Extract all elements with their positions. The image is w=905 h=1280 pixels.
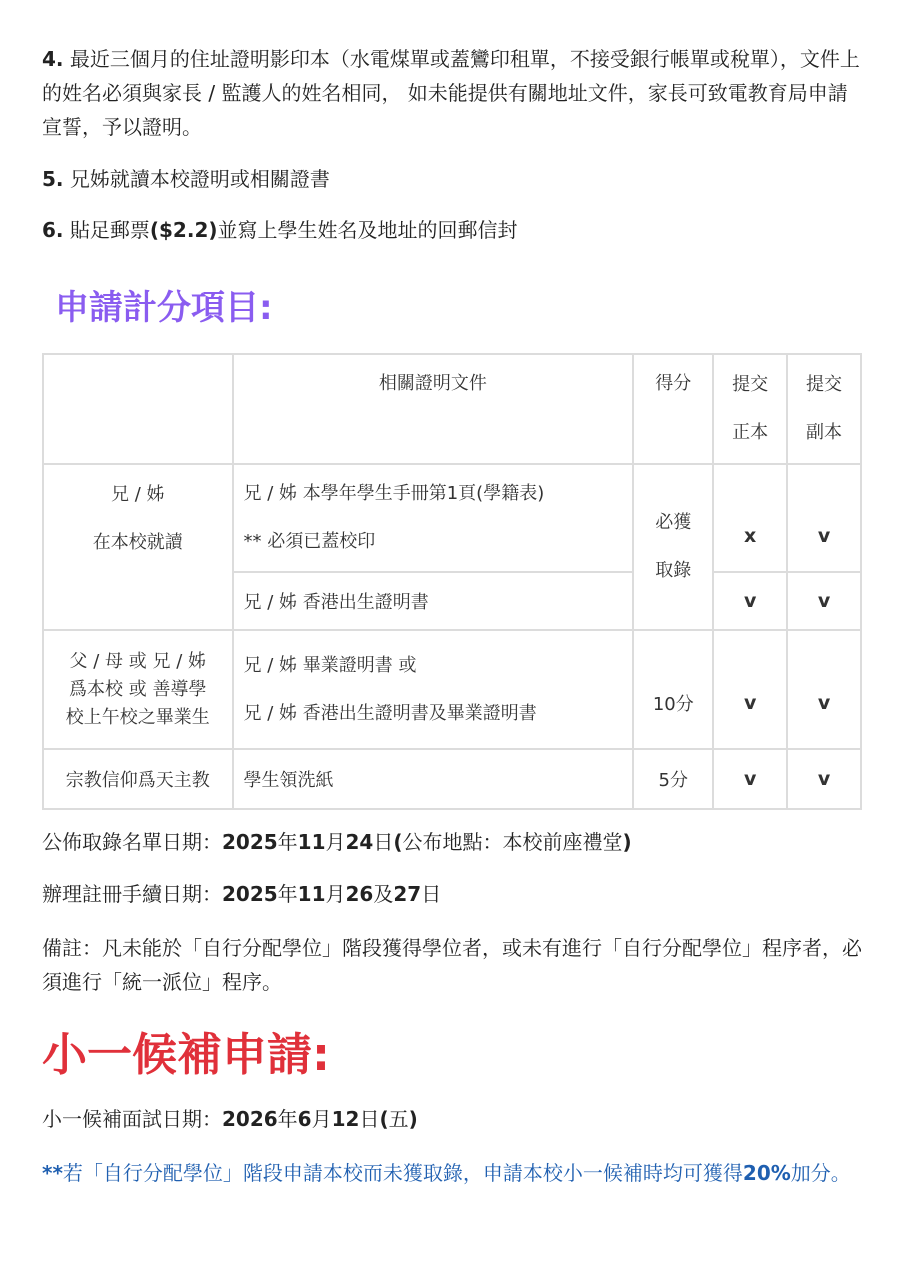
scoring-heading: 申請計分項目:: [55, 288, 273, 328]
date-month: 6: [297, 1107, 312, 1131]
waitlist-heading: 小一候補申請:: [42, 1028, 330, 1081]
header-score: 得分: [633, 354, 713, 464]
header-original: [713, 354, 787, 464]
requirement-text: 兄姊就讀本校證明或相關證書: [69, 167, 330, 191]
category-line: 校上午校之畢業生: [65, 706, 210, 728]
requirement-4: [42, 42, 862, 144]
doc-line: 兄 / 姊 香港出生證明書及畢業證明書: [243, 702, 537, 724]
date-year: 2025: [222, 882, 278, 906]
header-blank-cell: [43, 354, 233, 464]
date-day: 27: [393, 882, 422, 906]
registration-label: 辦理註冊手續日期：: [42, 882, 222, 906]
category-sibling: [43, 464, 233, 630]
header-original-line1: 提交: [732, 374, 769, 395]
date-unit: 日: [421, 882, 442, 906]
date-day: 26: [345, 882, 374, 906]
date-unit: 日: [359, 1107, 380, 1131]
copy-mark: v: [787, 630, 861, 749]
date-unit: 年: [277, 1107, 298, 1131]
copy-mark: v: [787, 464, 861, 572]
score-sibling: [633, 464, 713, 630]
date-unit: 年: [277, 882, 298, 906]
date-year: 2026: [222, 1107, 278, 1131]
table-header-row: [43, 354, 861, 464]
requirement-5: [42, 162, 862, 196]
copy-mark: v: [787, 749, 861, 809]
date-unit: 年: [277, 830, 298, 854]
note-text: 若「自行分配學位」階段申請本校而未獲取錄，申請本校小一候補時均可獲得: [62, 1161, 743, 1185]
score-line: 取錄: [655, 560, 692, 581]
date-month: 11: [297, 830, 326, 854]
score-religion: 5分: [633, 749, 713, 809]
doc-graduate: [233, 630, 634, 749]
original-mark: x: [713, 464, 787, 572]
table-row: [43, 630, 861, 749]
date-day: 12: [331, 1107, 360, 1131]
header-docs: 相關證明文件: [233, 354, 634, 464]
category-line: 爲本校 或 善導學: [69, 678, 207, 700]
interview-label: 小一候補面試日期：: [42, 1107, 222, 1131]
requirement-number: 4.: [42, 47, 64, 71]
date-unit: 月: [325, 882, 346, 906]
date-month: 11: [297, 882, 326, 906]
doc-sibling-handbook: [233, 464, 634, 572]
requirement-6: [42, 213, 862, 247]
score-graduate: 10分: [633, 630, 713, 749]
paren: ): [408, 1107, 418, 1131]
date-unit: 月: [311, 1107, 332, 1131]
doc-line: ** 必須已蓋校印: [243, 531, 376, 552]
doc-sibling-birth-cert: 兄 / 姊 香港出生證明書: [233, 572, 634, 630]
doc-religion: 學生領洗紙: [233, 749, 634, 809]
paren: (: [379, 1107, 389, 1131]
doc-line: 兄 / 姊 畢業證明書 或: [243, 654, 417, 676]
date-conjunction: 及: [373, 882, 394, 906]
interview-date: [42, 1102, 862, 1136]
paren: (: [393, 830, 403, 854]
table-row: [43, 749, 861, 809]
category-line: 父 / 母 或 兄 / 姊: [69, 650, 206, 672]
bonus-note: [42, 1156, 862, 1190]
header-copy-line2: 副本: [806, 422, 843, 443]
registration-date: [42, 877, 862, 911]
announce-date: [42, 825, 862, 859]
doc-line: 兄 / 姊 本學年學生手冊第1頁(學籍表): [243, 483, 545, 504]
announce-label: 公佈取錄名單日期：: [42, 830, 222, 854]
header-copy: [787, 354, 861, 464]
note-suffix: 加分。: [790, 1161, 851, 1185]
header-original-line2: 正本: [732, 422, 769, 443]
original-mark: v: [713, 630, 787, 749]
note-stars: **: [42, 1161, 63, 1185]
requirement-text: 並寫上學生姓名及地址的回郵信封: [217, 218, 518, 242]
header-copy-line1: 提交: [806, 374, 843, 395]
requirement-text: 最近三個月的住址證明影印本（水電煤單或蓋鸞印租單，不接受銀行帳單或稅單），文件上的姓名必須與家長 / 監護人的姓名相同， 如未能提供有關地址文件，家長可致電教育局申請宣誓，予以證明。: [42, 47, 860, 139]
paren: ): [622, 830, 632, 854]
date-unit: 日: [373, 830, 394, 854]
original-mark: v: [713, 572, 787, 630]
table-row: [43, 464, 861, 572]
requirement-text: 貼足郵票: [69, 218, 150, 242]
bonus-percent: 20%: [742, 1161, 791, 1185]
remark: 備註：凡未能於「自行分配學位」階段獲得學位者，或未有進行「自行分配學位」程序者，必須進行「統一派位」程序。: [42, 936, 862, 994]
scoring-table: [42, 353, 862, 810]
category-religion: 宗教信仰爲天主教: [43, 749, 233, 809]
requirement-number: 6.: [42, 218, 64, 242]
category-line: 在本校就讀: [92, 532, 183, 553]
requirement-number: 5.: [42, 167, 64, 191]
announce-location: 公布地點：本校前座禮堂: [402, 830, 623, 854]
date-year: 2025: [222, 830, 278, 854]
category-line: 兄 / 姊: [110, 484, 165, 505]
date-day: 24: [345, 830, 374, 854]
copy-mark: v: [787, 572, 861, 630]
postage-amount: ($2.2): [149, 218, 218, 242]
original-mark: v: [713, 749, 787, 809]
date-unit: 月: [325, 830, 346, 854]
score-line: 必獲: [655, 512, 692, 533]
weekday: 五: [388, 1107, 409, 1131]
category-graduate: [43, 630, 233, 749]
